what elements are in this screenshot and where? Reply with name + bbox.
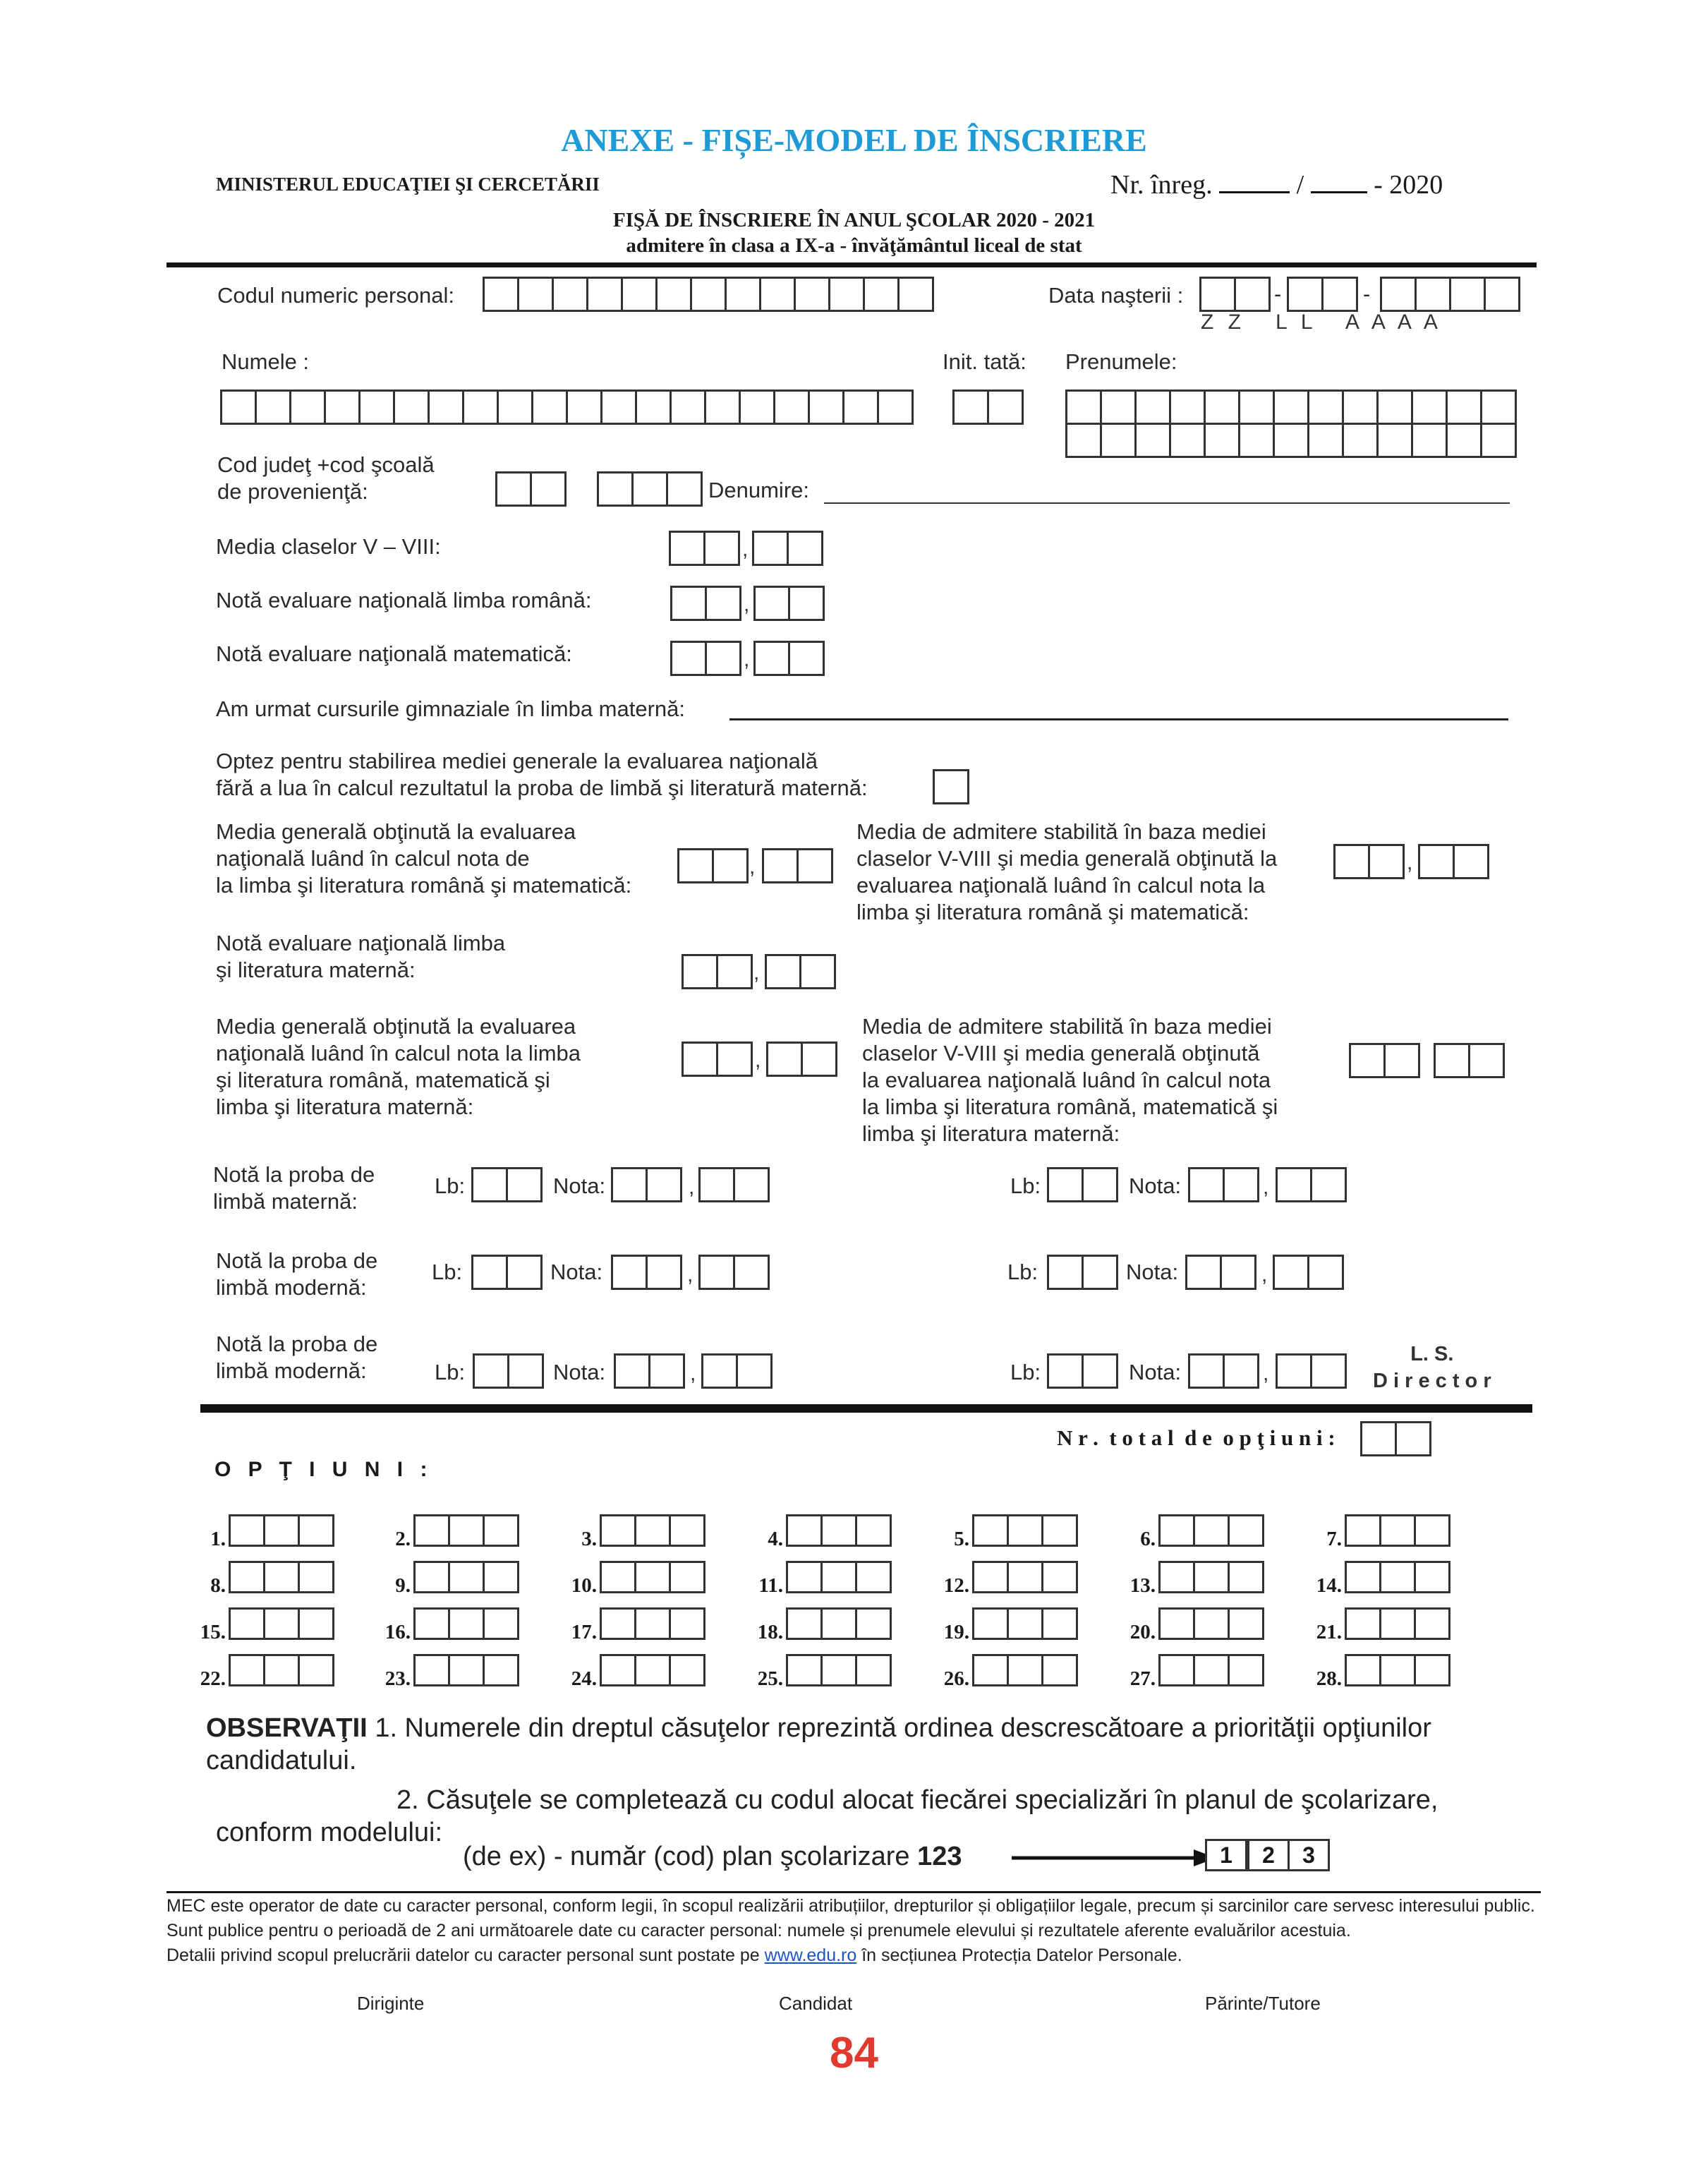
reg-blank-1[interactable] [1219,191,1290,193]
ml1-nota-label-2: Nota: [1126,1260,1179,1284]
en-math-dec-boxes[interactable] [753,641,825,676]
option-code-boxes[interactable] [972,1607,1078,1640]
admission-avg2-line2: claselor V-VIII şi media generală obţinută [862,1041,1260,1066]
admission-avg2-label [862,1013,1278,1147]
admission-avg-line4: limba şi literatura română şi matematică: [856,900,1249,924]
option-17 [557,1607,705,1644]
gdpr-p2-text-b: în secțiunea Protecția Datelor Personale. [856,1945,1182,1965]
en-math-comma: , [744,648,750,671]
mother-tongue-test-line2: limbă maternă: [213,1189,358,1214]
reg-year: - 2020 [1374,170,1443,200]
option-number: 13. [1129,1574,1156,1597]
en-romanian-int-boxes[interactable] [670,586,741,621]
option-code-boxes[interactable] [786,1654,892,1686]
en-mother-tongue-line2: şi literatura maternă: [216,958,416,982]
general-avg-comma: , [749,855,756,879]
ml1-nota-int-boxes-2[interactable] [1185,1255,1256,1290]
ml1-nota-comma: , [687,1263,694,1286]
admission-avg-label [856,819,1277,926]
option-23 [371,1654,519,1691]
ml2-nota-label: Nota: [553,1360,606,1384]
registration-number [1110,169,1443,200]
birth-month-boxes[interactable] [1287,277,1358,312]
option-number: 16. [384,1621,411,1643]
annex-title: ANEXE - FIȘE-MODEL DE ÎNSCRIERE [561,122,1147,158]
modern-lang-test-label-2 [216,1331,377,1384]
admission-avg-int-boxes[interactable] [1333,844,1405,879]
example-digit-3: 3 [1288,1839,1330,1871]
option-number: 14. [1316,1574,1342,1597]
mt-lb-boxes[interactable] [471,1167,543,1202]
option-number: 25. [757,1667,783,1690]
first-name-boxes-row2[interactable] [1065,423,1517,458]
signature-diriginte: Diriginte [357,1993,425,2014]
mt-nota-comma: , [689,1176,695,1199]
modern-lang-test1-line1: Notă la proba de [216,1248,378,1273]
option-21 [1302,1607,1450,1644]
general-avg2-line4: limba şi literatura maternă: [216,1094,474,1119]
ml1-lb-boxes[interactable] [471,1255,543,1290]
option-number: 19. [943,1621,969,1643]
option-code-boxes[interactable] [600,1514,705,1547]
en-math-label: Notă evaluare naţională matematică: [216,641,572,666]
reg-slash: / [1296,170,1304,200]
ml2-nota-dec-boxes[interactable] [701,1353,773,1389]
option-code-boxes[interactable] [1345,1561,1450,1593]
observation-2: 2. Căsuţele se completează cu codul alocat fiecărei specializări în planul de şcolarizare, [396,1785,1439,1815]
mt-lb-label: Lb: [435,1173,466,1198]
name-boxes[interactable] [220,390,914,425]
general-avg2-comma: , [755,1049,761,1072]
options-total-boxes[interactable] [1360,1421,1431,1456]
avg-v-viii-int-boxes[interactable] [669,531,740,566]
reg-label: Nr. înreg. [1110,170,1213,200]
mt-nota-comma-2: , [1263,1176,1269,1199]
general-avg2-label [216,1013,581,1121]
ml2-nota-comma: , [690,1362,696,1385]
general-avg2-line1: Media generală obţinută la evaluarea [216,1014,576,1039]
option-number: 9. [395,1574,411,1597]
en-mother-tongue-label [216,930,505,984]
school-name-line[interactable] [824,502,1510,504]
option-code-boxes[interactable] [1345,1654,1450,1686]
example-code-boxes [1205,1839,1330,1871]
observations [206,1712,1546,1849]
ml1-nota-dec-boxes[interactable] [698,1255,770,1290]
mt-lb-boxes-2[interactable] [1047,1167,1118,1202]
example-text: (de ex) - număr (cod) plan şcolarizare [463,1842,910,1871]
option-number: 27. [1129,1667,1156,1690]
avg-v-viii-dec-boxes[interactable] [752,531,823,566]
observation-2-cont: conform modelului: [216,1818,443,1847]
admission-avg2-line3: la evaluarea naţională luând în calcul nota [862,1068,1271,1092]
en-mother-tongue-line1: Notă evaluare naţională limba [216,931,506,955]
general-avg-line1: Media generală obţinută la evaluarea [216,819,576,844]
option-code-boxes[interactable] [786,1514,892,1547]
director-text: D i r e c t o r [1373,1370,1491,1392]
option-code-boxes[interactable] [413,1514,519,1547]
birth-dash-1: - [1274,282,1282,306]
option-code-boxes[interactable] [229,1607,334,1640]
option-number: 28. [1316,1667,1342,1690]
option-number: 1. [210,1528,226,1550]
birth-format-hint: Z Z L L A A A A [1201,310,1442,334]
father-initial-boxes[interactable] [952,390,1024,425]
ml1-lb-label: Lb: [432,1260,463,1284]
option-number: 12. [943,1574,969,1597]
ml2-nota-comma-2: , [1263,1362,1269,1385]
admission-avg-dec-boxes[interactable] [1418,844,1489,879]
mt-nota-dec-boxes-2[interactable] [1276,1167,1347,1202]
option-10 [557,1561,705,1598]
admission-avg-line2: claselor V-VIII şi media generală obţinută la [856,846,1278,871]
ml1-nota-dec-boxes-2[interactable] [1273,1255,1344,1290]
ml1-lb-label-2: Lb: [1007,1260,1038,1284]
opt-exclude-line1: Optez pentru stabilirea mediei generale la evaluarea naţională [216,749,818,773]
en-romanian-dec-boxes[interactable] [753,586,825,621]
option-5 [930,1514,1078,1551]
cnp-label: Codul numeric personal: [217,283,455,308]
mt-nota-dec-boxes[interactable] [698,1167,770,1202]
county-code-boxes[interactable] [495,471,567,507]
mother-tongue-test-line1: Notă la proba de [213,1162,375,1187]
option-code-boxes[interactable] [413,1654,519,1686]
mother-tongue-line[interactable] [729,718,1508,720]
option-code-boxes[interactable] [786,1607,892,1640]
signature-candidat: Candidat [779,1993,853,2014]
admission-avg-line3: evaluarea naţională luând în calcul nota la [856,873,1266,898]
option-code-boxes[interactable] [229,1561,334,1593]
general-avg2-line3: şi literatura română, matematică şi [216,1068,550,1092]
option-number: 22. [200,1667,226,1690]
option-number: 20. [1129,1621,1156,1643]
option-27 [1116,1654,1264,1691]
county-code-line2: de provenienţă: [217,479,368,504]
option-number: 11. [758,1574,783,1597]
option-number: 8. [210,1574,226,1597]
admission-avg2-int-boxes[interactable] [1349,1043,1420,1078]
en-romanian-label: Notă evaluare naţională limba română: [216,588,592,612]
footer-rule [166,1891,1541,1893]
example-arrow-icon [1012,1847,1216,1869]
en-mother-tongue-int-boxes[interactable] [682,954,753,989]
cnp-boxes[interactable] [483,277,934,312]
option-20 [1116,1607,1264,1644]
option-code-boxes[interactable] [1158,1654,1264,1686]
option-code-boxes[interactable] [972,1514,1078,1547]
option-9 [371,1561,519,1598]
county-code-label [217,452,435,505]
mt-nota-label: Nota: [553,1173,606,1198]
ml1-nota-comma-2: , [1261,1263,1268,1286]
gdpr-paragraph-1: MEC este operator de date cu caracter personal, conform legii, în scopul realizării atribuțiilor, drepturilor și obligațiilor legale, precum și sarcinilor care servesc interesului public. Sunt publice pentru o perioadă de 2 ani următoarele date cu caracter personal: numele și prenumele elevului și rezultatele aferente evaluărilor acestuia. [166,1896,1535,1940]
option-number: 2. [395,1528,411,1550]
ls-text: L. S. [1410,1343,1454,1365]
mt-nota-int-boxes[interactable] [611,1167,682,1202]
county-code-line1: Cod judeţ +cod şcoală [217,452,435,477]
ml2-lb-label: Lb: [435,1360,466,1384]
option-7 [1302,1514,1450,1551]
option-number: 24. [571,1667,597,1690]
general-avg2-int-boxes[interactable] [682,1042,753,1077]
example-digit-2: 2 [1245,1839,1290,1871]
gdpr-notice [166,1894,1541,1968]
option-code-boxes[interactable] [229,1654,334,1686]
example-digit-1: 1 [1205,1839,1247,1871]
birth-date-label: Data naşterii : [1048,283,1184,308]
option-number: 5. [954,1528,969,1550]
en-math-int-boxes[interactable] [670,641,741,676]
header-rule [166,262,1537,267]
option-code-boxes[interactable] [1345,1514,1450,1547]
option-number: 17. [571,1621,597,1643]
mt-nota-label-2: Nota: [1129,1173,1182,1198]
option-number: 6. [1140,1528,1156,1550]
general-avg2-line2: naţională luând în calcul nota la limba [216,1041,581,1066]
option-3 [557,1514,705,1551]
options-total-label: N r . t o t a l d e o p ţ i u n i : [1057,1425,1335,1450]
general-avg-dec-boxes[interactable] [762,848,833,883]
observation-1-cont: candidatului. [206,1746,357,1775]
mt-nota-int-boxes-2[interactable] [1188,1167,1259,1202]
admission-avg2-line4: la limba şi literatura română, matematică şi [862,1094,1278,1119]
option-number: 18. [757,1621,783,1643]
avg-v-viii-comma: , [742,538,749,561]
birth-day-boxes[interactable] [1199,277,1271,312]
edu-link[interactable]: www.edu.ro [764,1945,857,1965]
option-6 [1116,1514,1264,1551]
option-code-boxes[interactable] [1158,1514,1264,1547]
option-number: 10. [571,1574,597,1597]
options-title: O P Ţ I U N I : [214,1458,433,1481]
option-12 [930,1561,1078,1598]
ml1-nota-label: Nota: [550,1260,603,1284]
stamp-label [1373,1341,1491,1394]
option-code-boxes[interactable] [600,1561,705,1593]
form-title: FIŞĂ DE ÎNSCRIERE ÎN ANUL ŞCOLAR 2020 - 2021 [612,209,1096,231]
option-code-boxes[interactable] [413,1607,519,1640]
option-code-boxes[interactable] [229,1514,334,1547]
option-number: 15. [200,1621,226,1643]
option-number: 26. [943,1667,969,1690]
option-14 [1302,1561,1450,1598]
option-1 [186,1514,334,1551]
ml1-nota-int-boxes[interactable] [611,1255,682,1290]
modern-lang-test-label-1 [216,1248,377,1301]
opt-exclude-label [216,748,868,802]
en-mother-tongue-comma: , [753,961,760,984]
form-subtitle: admitere în clasa a IX-a - învăţământul liceal de stat [626,234,1082,257]
admission-avg2-line1: Media de admitere stabilită în baza mediei [862,1014,1272,1039]
general-avg-label [216,819,631,899]
option-number: 21. [1316,1621,1342,1643]
option-number: 3. [581,1528,597,1550]
option-code-boxes[interactable] [972,1561,1078,1593]
first-name-boxes-row1[interactable] [1065,390,1517,425]
admission-avg-comma: , [1407,851,1413,874]
mother-tongue-label: Am urmat cursurile gimnaziale în limba maternă: [216,696,686,721]
option-18 [744,1607,892,1644]
ml2-nota-int-boxes-2[interactable] [1188,1353,1259,1389]
option-16 [371,1607,519,1644]
general-avg-int-boxes[interactable] [677,848,749,883]
modern-lang-test1-line2: limbă modernă: [216,1275,367,1300]
option-code-boxes[interactable] [786,1561,892,1593]
ml2-lb-boxes[interactable] [473,1353,544,1389]
general-avg-line2: naţională luând în calcul nota de [216,846,530,871]
option-11 [744,1561,892,1598]
option-code-boxes[interactable] [600,1654,705,1686]
school-name-label: Denumire: [708,478,809,502]
option-15 [186,1607,334,1644]
option-code-boxes[interactable] [1345,1607,1450,1640]
ml2-nota-int-boxes[interactable] [614,1353,685,1389]
option-4 [744,1514,892,1551]
option-28 [1302,1654,1450,1691]
birth-year-boxes[interactable] [1380,277,1520,312]
option-19 [930,1607,1078,1644]
avg-v-viii-label: Media claselor V – VIII: [216,534,441,559]
option-code-boxes[interactable] [1158,1561,1264,1593]
school-code-boxes[interactable] [597,471,703,507]
ml2-nota-label-2: Nota: [1129,1360,1182,1384]
option-code-boxes[interactable] [1158,1607,1264,1640]
option-code-boxes[interactable] [600,1607,705,1640]
ml2-lb-label-2: Lb: [1010,1360,1041,1384]
options-rule [200,1404,1532,1413]
option-code-boxes[interactable] [972,1654,1078,1686]
birth-dash-2: - [1363,282,1371,306]
option-2 [371,1514,519,1551]
modern-lang-test2-line1: Notă la proba de [216,1332,378,1356]
opt-exclude-line2: fără a lua în calcul rezultatul la proba de limbă şi literatură maternă: [216,775,868,800]
option-number: 4. [768,1528,783,1550]
option-number: 7. [1326,1528,1342,1550]
option-22 [186,1654,334,1691]
general-avg2-dec-boxes[interactable] [766,1042,837,1077]
page-number: 84 [830,2029,878,2077]
mt-lb-label-2: Lb: [1010,1173,1041,1198]
admission-avg2-dec-boxes[interactable] [1434,1043,1505,1078]
example-line [463,1842,962,1872]
father-initial-label: Init. tată: [943,349,1026,374]
option-24 [557,1654,705,1691]
first-name-label: Prenumele: [1065,349,1177,374]
option-number: 23. [384,1667,411,1690]
en-romanian-comma: , [744,593,750,616]
ministry-name: MINISTERUL EDUCAŢIEI ŞI CERCETĂRII [216,174,600,195]
name-label: Numele : [222,349,310,374]
ml2-lb-boxes-2[interactable] [1047,1353,1118,1389]
general-avg-line3: la limba şi literatura română şi matematică: [216,873,632,898]
option-code-boxes[interactable] [413,1561,519,1593]
ml2-nota-dec-boxes-2[interactable] [1276,1353,1347,1389]
modern-lang-test2-line2: limbă modernă: [216,1358,367,1383]
signature-parinte: Părinte/Tutore [1205,1993,1321,2014]
example-code: 123 [917,1842,962,1871]
ml1-lb-boxes-2[interactable] [1047,1255,1118,1290]
observation-1: 1. Numerele din dreptul căsuţelor reprezintă ordinea descrescătoare a priorităţii opţiunilor [375,1713,1431,1743]
gdpr-p2-text-a: Detalii privind scopul prelucrării datelor cu caracter personal sunt postate pe [166,1945,765,1965]
admission-avg-line1: Media de admitere stabilită în baza mediei [856,819,1266,844]
en-mother-tongue-dec-boxes[interactable] [765,954,836,989]
reg-blank-2[interactable] [1311,191,1367,193]
gdpr-paragraph-2 [166,1943,1541,1968]
admission-avg2-line5: limba şi literatura maternă: [862,1121,1120,1146]
option-8 [186,1561,334,1598]
option-25 [744,1654,892,1691]
mother-tongue-test-label [213,1161,375,1215]
observations-head: OBSERVAŢII [206,1713,368,1743]
option-26 [930,1654,1078,1691]
option-13 [1116,1561,1264,1598]
opt-exclude-checkbox[interactable] [933,769,969,804]
